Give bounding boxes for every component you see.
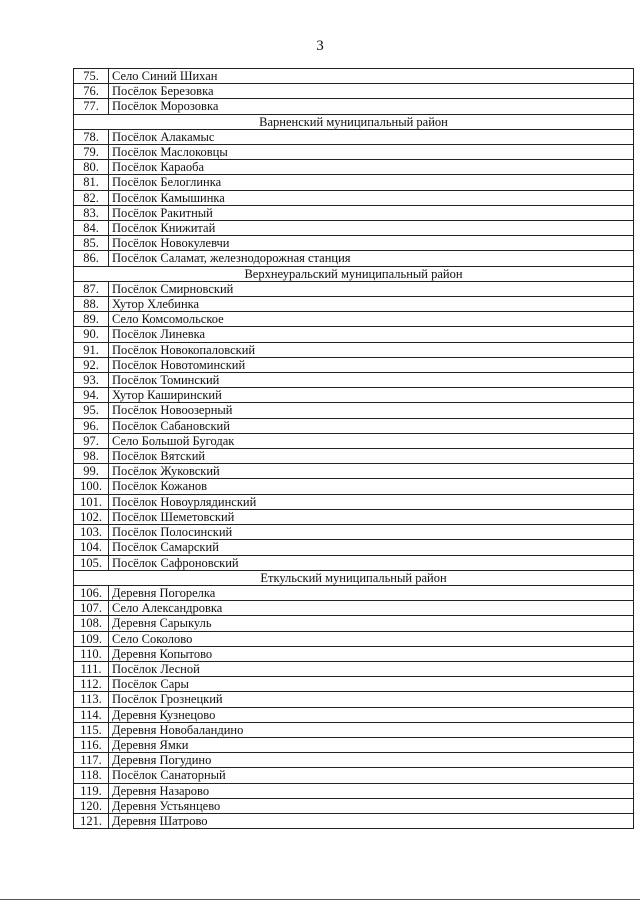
row-number: 118. (74, 768, 109, 783)
settlement-name: Деревня Новобаландино (109, 722, 634, 737)
row-number: 103. (74, 525, 109, 540)
row-number: 79. (74, 145, 109, 160)
settlements-table-body (74, 69, 634, 829)
settlement-name: Деревня Копытово (109, 646, 634, 661)
row-number: 108. (74, 616, 109, 631)
row-number: 106. (74, 585, 109, 600)
table-row (74, 190, 634, 205)
district-header: Еткульский муниципальный район (74, 570, 634, 585)
settlement-name: Посёлок Ракитный (109, 205, 634, 220)
row-number: 113. (74, 692, 109, 707)
settlement-name: Посёлок Новоозерный (109, 403, 634, 418)
row-number: 96. (74, 418, 109, 433)
settlement-name: Посёлок Белоглинка (109, 175, 634, 190)
row-number: 93. (74, 373, 109, 388)
row-number: 109. (74, 631, 109, 646)
table-row (74, 236, 634, 251)
row-number: 78. (74, 129, 109, 144)
row-number: 100. (74, 479, 109, 494)
row-number: 117. (74, 753, 109, 768)
row-number: 89. (74, 312, 109, 327)
row-number: 86. (74, 251, 109, 266)
row-number: 120. (74, 798, 109, 813)
settlement-name: Посёлок Новокопаловский (109, 342, 634, 357)
row-number: 77. (74, 99, 109, 114)
table-row (74, 798, 634, 813)
settlement-name: Деревня Ямки (109, 737, 634, 752)
row-number: 102. (74, 509, 109, 524)
table-row (74, 129, 634, 144)
row-number: 80. (74, 160, 109, 175)
table-row (74, 99, 634, 114)
table-row (74, 357, 634, 372)
table-row (74, 753, 634, 768)
table-row (74, 783, 634, 798)
table-row (74, 525, 634, 540)
table-row (74, 373, 634, 388)
settlement-name: Посёлок Березовка (109, 84, 634, 99)
row-number: 94. (74, 388, 109, 403)
settlement-name: Село Соколово (109, 631, 634, 646)
row-number: 76. (74, 84, 109, 99)
table-row (74, 84, 634, 99)
row-number: 107. (74, 601, 109, 616)
table-row (74, 433, 634, 448)
row-number: 90. (74, 327, 109, 342)
settlement-name: Посёлок Маслоковцы (109, 145, 634, 160)
settlement-name: Посёлок Сабановский (109, 418, 634, 433)
settlement-name: Посёлок Томинский (109, 373, 634, 388)
table-row (74, 160, 634, 175)
row-number: 85. (74, 236, 109, 251)
settlement-name: Посёлок Грознецкий (109, 692, 634, 707)
row-number: 121. (74, 813, 109, 828)
table-row (74, 221, 634, 236)
table-row (74, 145, 634, 160)
table-row (74, 205, 634, 220)
row-number: 88. (74, 297, 109, 312)
table-row (74, 616, 634, 631)
table-row (74, 449, 634, 464)
row-number: 105. (74, 555, 109, 570)
settlement-name: Посёлок Жуковский (109, 464, 634, 479)
district-header: Варненский муниципальный район (74, 114, 634, 129)
row-number: 75. (74, 69, 109, 84)
table-row (74, 585, 634, 600)
row-number: 92. (74, 357, 109, 372)
row-number: 84. (74, 221, 109, 236)
table-row (74, 312, 634, 327)
row-number: 81. (74, 175, 109, 190)
table-row (74, 813, 634, 828)
settlement-name: Посёлок Кожанов (109, 479, 634, 494)
row-number: 112. (74, 677, 109, 692)
settlement-name: Посёлок Алакамыс (109, 129, 634, 144)
settlement-name: Село Комсомольское (109, 312, 634, 327)
table-row (74, 555, 634, 570)
settlement-name: Посёлок Новотоминский (109, 357, 634, 372)
table-row (74, 707, 634, 722)
table-row (74, 677, 634, 692)
settlement-name: Село Александровка (109, 601, 634, 616)
row-number: 91. (74, 342, 109, 357)
settlement-name: Посёлок Самарский (109, 540, 634, 555)
bottom-page-rule (0, 899, 640, 900)
settlement-name: Посёлок Линевка (109, 327, 634, 342)
settlement-name: Село Синий Шихан (109, 69, 634, 84)
table-row (74, 768, 634, 783)
table-row (74, 722, 634, 737)
row-number: 95. (74, 403, 109, 418)
row-number: 82. (74, 190, 109, 205)
settlement-name: Деревня Устьянцево (109, 798, 634, 813)
table-row (74, 251, 634, 266)
settlement-name: Посёлок Сары (109, 677, 634, 692)
settlement-name: Деревня Погорелка (109, 585, 634, 600)
settlement-name: Хутор Хлебинка (109, 297, 634, 312)
table-row (74, 509, 634, 524)
table-row (74, 327, 634, 342)
district-header-row (74, 266, 634, 281)
table-row (74, 388, 634, 403)
table-row (74, 281, 634, 296)
table-row (74, 540, 634, 555)
page-number: 3 (316, 38, 324, 54)
settlement-name: Хутор Каширинский (109, 388, 634, 403)
table-row (74, 692, 634, 707)
table-row (74, 494, 634, 509)
district-header-row (74, 114, 634, 129)
settlement-name: Посёлок Книжитай (109, 221, 634, 236)
row-number: 87. (74, 281, 109, 296)
district-header: Верхнеуральский муниципальный район (74, 266, 634, 281)
settlement-name: Посёлок Камышинка (109, 190, 634, 205)
table-row (74, 403, 634, 418)
table-row (74, 297, 634, 312)
settlement-name: Посёлок Караоба (109, 160, 634, 175)
table-row (74, 631, 634, 646)
table-row (74, 175, 634, 190)
row-number: 119. (74, 783, 109, 798)
settlement-name: Посёлок Саламат, железнодорожная станция (109, 251, 634, 266)
settlement-name: Деревня Шатрово (109, 813, 634, 828)
row-number: 97. (74, 433, 109, 448)
settlement-name: Деревня Сарыкуль (109, 616, 634, 631)
settlement-name: Село Большой Бугодак (109, 433, 634, 448)
row-number: 110. (74, 646, 109, 661)
table-row (74, 479, 634, 494)
table-row (74, 418, 634, 433)
table-row (74, 646, 634, 661)
settlements-table (73, 68, 634, 829)
settlement-name: Посёлок Шеметовский (109, 509, 634, 524)
settlement-name: Деревня Назарово (109, 783, 634, 798)
table-row (74, 737, 634, 752)
settlement-name: Посёлок Морозовка (109, 99, 634, 114)
settlement-name: Посёлок Новокулевчи (109, 236, 634, 251)
settlement-name: Деревня Кузнецово (109, 707, 634, 722)
table-row (74, 601, 634, 616)
row-number: 83. (74, 205, 109, 220)
table-row (74, 661, 634, 676)
settlement-name: Посёлок Новоурлядинский (109, 494, 634, 509)
settlement-name: Посёлок Сафроновский (109, 555, 634, 570)
row-number: 98. (74, 449, 109, 464)
row-number: 104. (74, 540, 109, 555)
row-number: 101. (74, 494, 109, 509)
settlement-name: Посёлок Санаторный (109, 768, 634, 783)
table-row (74, 464, 634, 479)
row-number: 99. (74, 464, 109, 479)
settlement-name: Посёлок Смирновский (109, 281, 634, 296)
settlement-name: Деревня Погудино (109, 753, 634, 768)
row-number: 116. (74, 737, 109, 752)
settlement-name: Посёлок Вятский (109, 449, 634, 464)
table-row (74, 69, 634, 84)
table-row (74, 342, 634, 357)
settlement-name: Посёлок Лесной (109, 661, 634, 676)
row-number: 111. (74, 661, 109, 676)
district-header-row (74, 570, 634, 585)
settlement-name: Посёлок Полосинский (109, 525, 634, 540)
row-number: 115. (74, 722, 109, 737)
row-number: 114. (74, 707, 109, 722)
